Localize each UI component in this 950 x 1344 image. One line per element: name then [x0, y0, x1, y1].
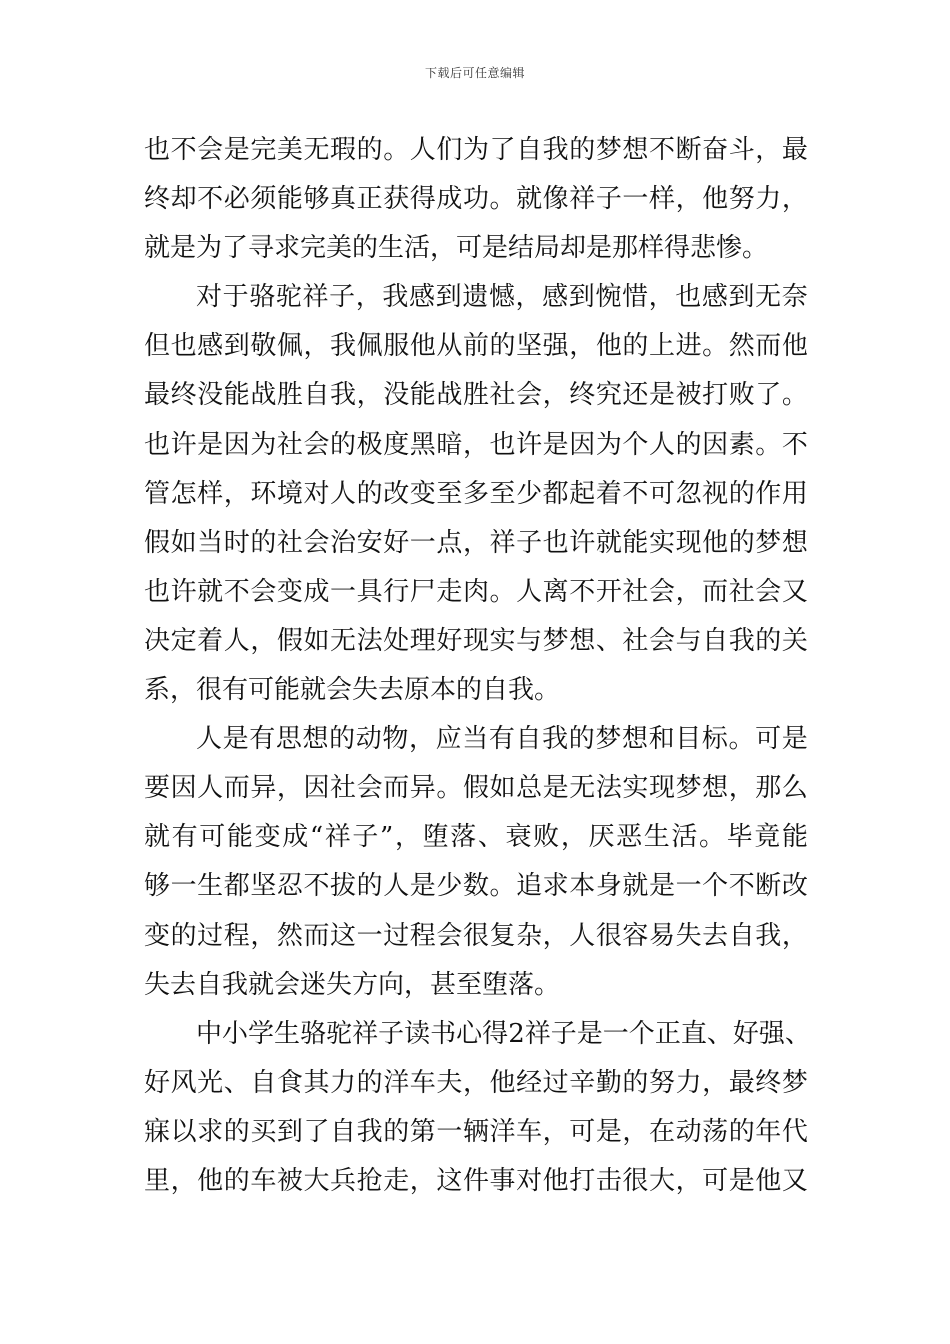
paragraph-start-line: 对 于 骆 驼 祥 子 ， 我 感 到 遗 憾 ， 感 到 惋 惜 ， 也 感 到 无 奈 [196, 282, 808, 313]
text-line: 就是为了寻求完美的生活，可是结局却是那样得悲惨。 [144, 233, 769, 264]
text-line: 系，很有可能就会失去原本的自我。 [144, 675, 561, 706]
text-line: 也 许 是 因 为 社 会 的 极 度 黑 暗 ， 也 许 是 因 为 个 人 的 因 素 。 不 [144, 429, 808, 460]
text-line: 就 有 可 能 变 成 “ 祥 子 ” ， 堕 落 、 衰 败 ， 厌 恶 生 活 。 毕 竟 能 [144, 822, 808, 853]
text-line: 变 的 过 程 ， 然 而 这 一 过 程 会 很 复 杂 ， 人 很 容 易 失 去 自 我 ， [144, 920, 808, 951]
text-line: 最 终 没 能 战 胜 自 我 ， 没 能 战 胜 社 会 ， 终 究 还 是 被 打 败 了 。 [144, 380, 808, 411]
text-line: 管 怎 样 ， 环 境 对 人 的 改 变 至 多 至 少 都 起 着 不 可 忽 视 的 作 用 [144, 478, 808, 509]
header-note: 下载后可任意编辑 [424, 66, 525, 80]
text-line: 但 也 感 到 敬 佩 ， 我 佩 服 他 从 前 的 坚 强 ， 他 的 上 进 。 然 而 他 [144, 331, 808, 362]
text-line: 终 却 不 必 须 能 够 真 正 获 得 成 功 。 就 像 祥 子 一 样 ， 他 努 力 ， [144, 184, 808, 215]
text-line: 也 许 就 不 会 变 成 一 具 行 尸 走 肉 。 人 离 不 开 社 会 ， 而 社 会 又 [144, 576, 808, 607]
text-line: 好 风 光 、 自 食 其 力 的 洋 车 夫 ， 他 经 过 辛 勤 的 努 力 ， 最 终 梦 [144, 1067, 808, 1098]
text-line: 决 定 着 人 ， 假 如 无 法 处 理 好 现 实 与 梦 想 、 社 会 与 自 我 的 关 [144, 625, 808, 656]
text-line: 里 ， 他 的 车 被 大 兵 抢 走 ， 这 件 事 对 他 打 击 很 大 ， 可 是 他 又 [144, 1165, 808, 1196]
paragraph-start-line: 中 小 学 生 骆 驼 祥 子 读 书 心 得 2 祥 子 是 一 个 正 直 、 好 强 、 [196, 1018, 811, 1049]
text-line: 够 一 生 都 坚 忍 不 拔 的 人 是 少 数 。 追 求 本 身 就 是 一 个 不 断 改 [144, 871, 808, 902]
text-line: 寐 以 求 的 买 到 了 自 我 的 第 一 辆 洋 车 ， 可 是 ， 在 动 荡 的 年 代 [144, 1116, 808, 1147]
text-line: 失去自我就会迷失方向，甚至堕落。 [144, 969, 561, 1000]
text-line: 也 不 会 是 完 美 无 瑕 的 。 人 们 为 了 自 我 的 梦 想 不 断 奋 斗 ， 最 [144, 135, 808, 165]
paragraph-start-line: 人 是 有 思 想 的 动 物 ， 应 当 有 自 我 的 梦 想 和 目 标 。 可 是 [196, 724, 808, 755]
body-text [144, 126, 811, 1206]
text-line: 要 因 人 而 异 ， 因 社 会 而 异 。 假 如 总 是 无 法 实 现 梦 想 ， 那 么 [144, 773, 808, 804]
text-line: 假 如 当 时 的 社 会 治 安 好 一 点 ， 祥 子 也 许 就 能 实 现 他 的 梦 想 [144, 527, 808, 558]
